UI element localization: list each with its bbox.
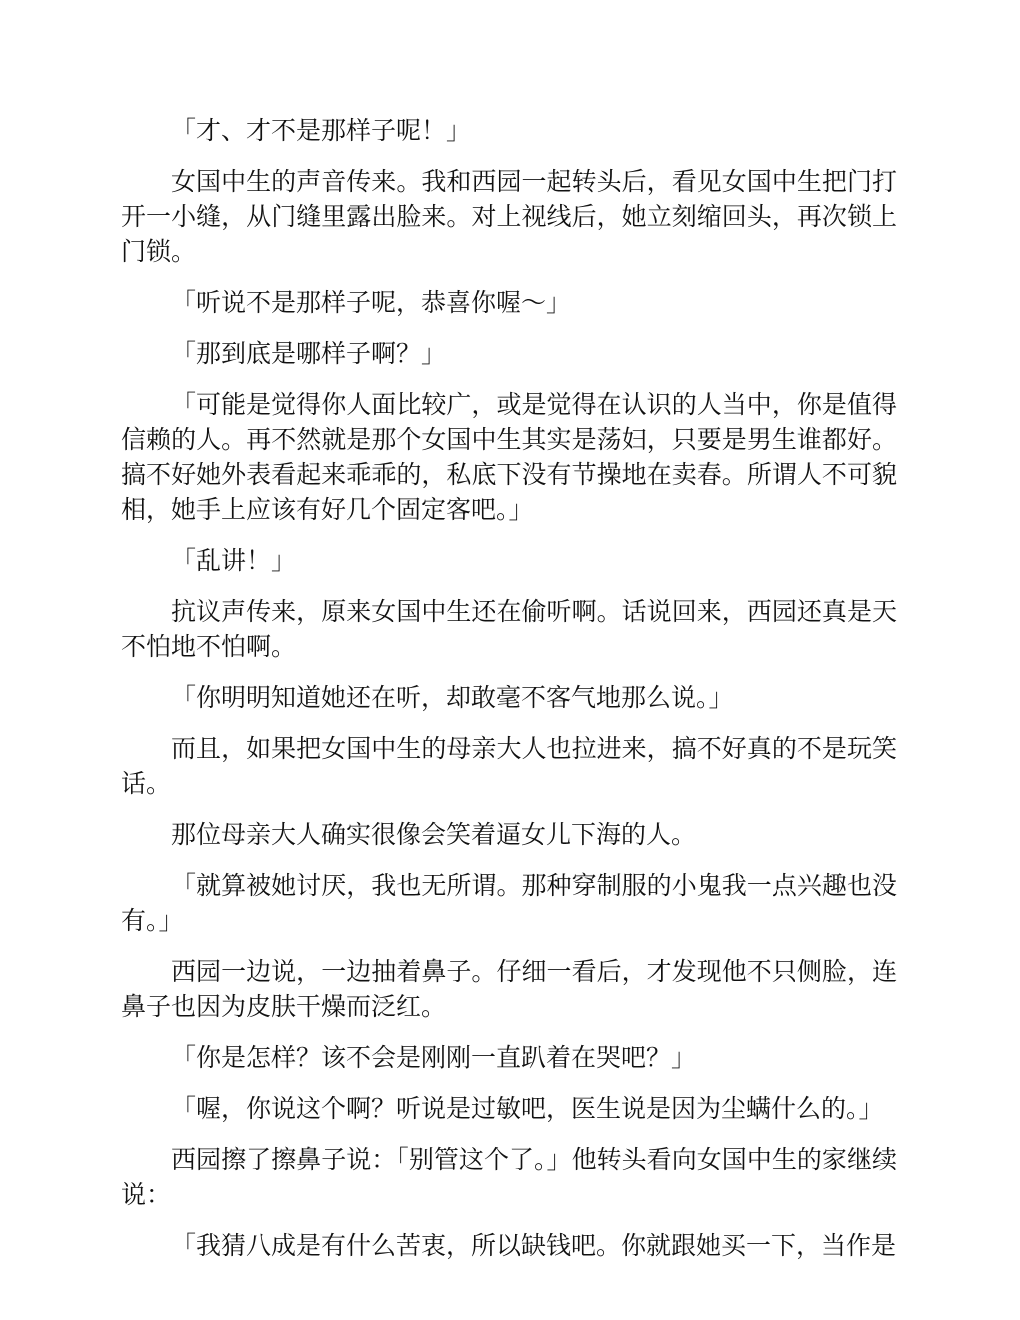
body-text (121, 113, 897, 1279)
paragraph: 「听说不是那样子呢，恭喜你喔～」 (171, 288, 572, 317)
paragraph: 「可能是觉得你人面比较广，或是觉得在认识的人当中，你是值得信赖的人。再不然就是那个女国中生其实是荡妇，只要是男生谁都好。搞不好她外表看起来乖乖的，私底下没有节操地在卖春。所谓人不可貌相，她手上应该有好几个固定客吧。」 (121, 390, 897, 524)
paragraph: 「那到底是哪样子啊？」 (171, 339, 447, 368)
paragraph: 「我猜八成是有什么苦衷，所以缺钱吧。你就跟她买一下，当作是 (171, 1231, 897, 1260)
paragraph: 「就算被她讨厌，我也无所谓。那种穿制服的小鬼我一点兴趣也没有。」 (121, 871, 897, 935)
paragraph: 「喔，你说这个啊？听说是过敏吧，医生说是因为尘螨什么的。」 (171, 1094, 884, 1123)
paragraph: 而且，如果把女国中生的母亲大人也拉进来，搞不好真的不是玩笑话。 (121, 734, 897, 798)
paragraph: 「才、才不是那样子呢！」 (171, 116, 472, 145)
paragraph: 西园擦了擦鼻子说：「别管这个了。」他转头看向女国中生的家继续说： (121, 1145, 897, 1209)
paragraph: 那位母亲大人确实很像会笑着逼女儿下海的人。 (171, 820, 697, 849)
paragraph: 「你是怎样？该不会是刚刚一直趴着在哭吧？」 (171, 1043, 697, 1072)
paragraph: 女国中生的声音传来。我和西园一起转头后，看见女国中生把门打开一小缝，从门缝里露出脸来。对上视线后，她立刻缩回头，再次锁上门锁。 (121, 167, 897, 266)
paragraph: 西园一边说，一边抽着鼻子。仔细一看后，才发现他不只侧脸，连鼻子也因为皮肤干燥而泛红。 (121, 957, 897, 1021)
paragraph: 「你明明知道她还在听，却敢毫不客气地那么说。」 (171, 683, 734, 712)
paragraph: 抗议声传来，原来女国中生还在偷听啊。话说回来，西园还真是天不怕地不怕啊。 (121, 597, 897, 661)
paragraph: 「乱讲！」 (171, 546, 297, 575)
